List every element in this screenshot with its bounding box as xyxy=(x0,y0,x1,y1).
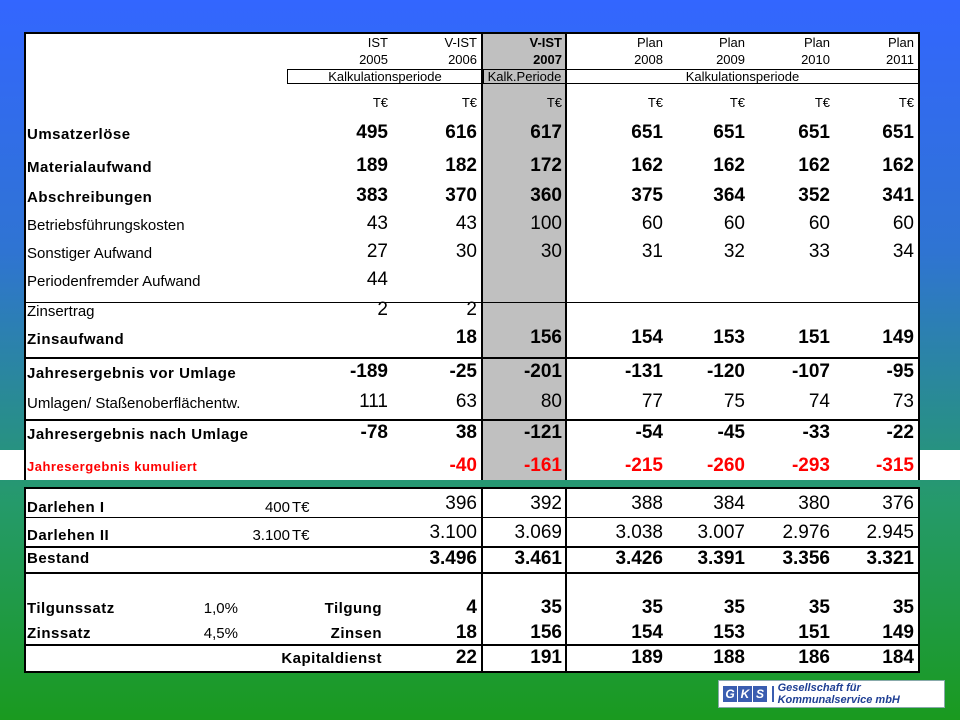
logo-letter: S xyxy=(753,686,767,702)
band-right xyxy=(920,450,960,480)
row-value: 63 xyxy=(455,391,477,412)
row-value: 43 xyxy=(366,213,388,234)
bestand-value: 3.321 xyxy=(866,548,914,569)
tilgung-value: 35 xyxy=(723,597,745,618)
row-label: Betriebsführungskosten xyxy=(27,217,185,234)
row-label: Jahresergebnis vor Umlage xyxy=(27,365,237,382)
row-value: 60 xyxy=(641,213,663,234)
grid-line xyxy=(481,32,483,452)
row-value: 651 xyxy=(798,122,830,143)
row-value: 364 xyxy=(713,185,745,206)
row-label: Zinsaufwand xyxy=(27,331,125,348)
unit-col-1: T€ xyxy=(372,95,388,110)
darlehen1-value: 396 xyxy=(445,493,477,514)
grid-line xyxy=(481,450,483,480)
year-col-1: 2005 xyxy=(359,52,388,67)
loan2-amount: 3.100 xyxy=(252,527,290,544)
row-value: 617 xyxy=(530,122,562,143)
kapital-value: 186 xyxy=(798,647,830,668)
row-value: 651 xyxy=(882,122,914,143)
grid-line xyxy=(565,32,567,452)
zins-rate: 4,5% xyxy=(203,625,238,642)
row-value: 60 xyxy=(723,213,745,234)
unit-col-2: T€ xyxy=(461,95,477,110)
bestand-value: 3.356 xyxy=(782,548,830,569)
year-col-7: 2011 xyxy=(886,52,914,67)
kapital-label: Kapitaldienst xyxy=(281,650,382,667)
header-col-2: V-IST xyxy=(444,35,477,50)
row-value: 651 xyxy=(713,122,745,143)
loan2-unit: T€ xyxy=(292,527,310,544)
row-value: 27 xyxy=(366,241,388,262)
row-value: -95 xyxy=(886,361,914,382)
loan2-label: Darlehen II xyxy=(27,527,110,544)
logo-letter: G xyxy=(723,686,737,702)
row-value: 34 xyxy=(892,241,914,262)
row-value: 172 xyxy=(530,155,562,176)
row-value: 162 xyxy=(631,155,663,176)
kapital-value: 22 xyxy=(455,647,477,668)
row-value: 32 xyxy=(723,241,745,262)
row-label: Jahresergebnis nach Umlage xyxy=(27,426,249,443)
row-value: -25 xyxy=(449,361,477,382)
row-value: 154 xyxy=(631,327,663,348)
row-value: -22 xyxy=(886,422,914,443)
row-value: 162 xyxy=(882,155,914,176)
row-value: 352 xyxy=(798,185,830,206)
bestand-value: 3.461 xyxy=(514,548,562,569)
zins-label: Zinssatz xyxy=(27,625,92,642)
header-col-5: Plan xyxy=(718,35,745,50)
row-value: 44 xyxy=(366,269,388,290)
row-value: 75 xyxy=(723,391,745,412)
row-value: 60 xyxy=(892,213,914,234)
kapital-value: 189 xyxy=(631,647,663,668)
row-value: 74 xyxy=(808,391,830,412)
unit-col-6: T€ xyxy=(814,95,830,110)
zins-value: 149 xyxy=(882,622,914,643)
header-col-4: Plan xyxy=(636,35,663,50)
unit-col-7: T€ xyxy=(898,95,914,110)
loans-table xyxy=(24,487,920,673)
row-value: -120 xyxy=(706,361,745,382)
logo-letters xyxy=(723,686,768,702)
cumulative-row xyxy=(24,450,920,480)
tilgung-value: 35 xyxy=(892,597,914,618)
row-value: 2 xyxy=(377,299,388,320)
cumulative-value: -215 xyxy=(624,455,663,476)
year-col-3: 2007 xyxy=(533,52,562,67)
zins-value: 154 xyxy=(631,622,663,643)
loan1-amount: 400 xyxy=(264,499,290,516)
grid-line xyxy=(24,357,920,359)
row-value: 182 xyxy=(445,155,477,176)
row-label: Periodenfremder Aufwand xyxy=(27,273,201,290)
row-value: 2 xyxy=(466,299,477,320)
row-value: 31 xyxy=(641,241,663,262)
zins-value: 151 xyxy=(798,622,830,643)
darlehen2-value: 3.038 xyxy=(615,522,663,543)
year-col-2: 2006 xyxy=(448,52,477,67)
row-label: Zinsertrag xyxy=(27,303,95,320)
bestand-label: Bestand xyxy=(27,550,90,567)
cumulative-value: -260 xyxy=(706,455,745,476)
kapital-value: 191 xyxy=(530,647,562,668)
darlehen1-value: 384 xyxy=(713,493,745,514)
tilgung-value: 4 xyxy=(466,597,477,618)
grid-line xyxy=(565,450,567,480)
darlehen2-value: 2.976 xyxy=(782,522,830,543)
darlehen2-value: 3.069 xyxy=(514,522,562,543)
darlehen2-value: 3.007 xyxy=(697,522,745,543)
grid-line xyxy=(24,32,920,34)
row-value: -131 xyxy=(624,361,663,382)
row-value: 341 xyxy=(882,185,914,206)
logo-separator xyxy=(772,686,774,702)
header-col-3: V-IST xyxy=(529,35,562,50)
header-col-1: IST xyxy=(367,35,388,50)
year-col-5: 2009 xyxy=(716,52,745,67)
period-box-left: Kalkulationsperiode xyxy=(287,69,483,84)
row-value: -201 xyxy=(523,361,562,382)
row-value: -189 xyxy=(349,361,388,382)
row-value: 162 xyxy=(713,155,745,176)
loan1-unit: T€ xyxy=(292,499,310,516)
row-label: Materialaufwand xyxy=(27,159,153,176)
bestand-value: 3.426 xyxy=(615,548,663,569)
year-col-6: 2010 xyxy=(801,52,830,67)
darlehen2-value: 2.945 xyxy=(866,522,914,543)
grid-line xyxy=(24,32,26,452)
cumulative-value: -315 xyxy=(875,455,914,476)
row-value: 370 xyxy=(445,185,477,206)
row-value: 60 xyxy=(808,213,830,234)
grid-line xyxy=(24,419,920,421)
grid-line xyxy=(918,32,920,452)
grid-line xyxy=(24,487,920,489)
row-label: Sonstiger Aufwand xyxy=(27,245,153,262)
darlehen1-value: 376 xyxy=(882,493,914,514)
unit-col-5: T€ xyxy=(729,95,745,110)
cumulative-value: -161 xyxy=(523,455,562,476)
tilgung-value: 35 xyxy=(641,597,663,618)
tilgung-value: 35 xyxy=(808,597,830,618)
cumulative-value: -293 xyxy=(791,455,830,476)
darlehen1-value: 388 xyxy=(631,493,663,514)
tilgung-value: 35 xyxy=(540,597,562,618)
grid-line xyxy=(24,644,920,646)
row-value: -78 xyxy=(360,422,388,443)
row-value: 375 xyxy=(631,185,663,206)
row-value: 153 xyxy=(713,327,745,348)
row-value: -107 xyxy=(791,361,830,382)
bestand-value: 3.496 xyxy=(429,548,477,569)
row-value: -45 xyxy=(717,422,745,443)
row-value: 33 xyxy=(808,241,830,262)
period-box-mid: Kalk.Periode xyxy=(483,69,566,84)
kapital-value: 188 xyxy=(713,647,745,668)
grid-line xyxy=(24,450,26,480)
row-label: Umsatzerlöse xyxy=(27,126,131,143)
tilgung-rate: 1,0% xyxy=(203,600,238,617)
row-value: 383 xyxy=(356,185,388,206)
year-col-4: 2008 xyxy=(634,52,663,67)
row-value: 18 xyxy=(455,327,477,348)
row-value: 30 xyxy=(455,241,477,262)
tilgung-label: Tilgunssatz xyxy=(27,600,115,617)
grid-line xyxy=(24,517,920,518)
row-value: 111 xyxy=(359,391,388,412)
row-value: 360 xyxy=(530,185,562,206)
cumulative-label: Jahresergebnis kumuliert xyxy=(27,459,198,474)
row-value: 77 xyxy=(641,391,663,412)
loan1-label: Darlehen I xyxy=(27,499,105,516)
zins-sub: Zinsen xyxy=(330,625,382,642)
row-value: 30 xyxy=(540,241,562,262)
kapital-value: 184 xyxy=(882,647,914,668)
row-value: 43 xyxy=(455,213,477,234)
darlehen1-value: 392 xyxy=(530,493,562,514)
row-value: 73 xyxy=(892,391,914,412)
row-value: 151 xyxy=(798,327,830,348)
zins-value: 153 xyxy=(713,622,745,643)
darlehen2-value: 3.100 xyxy=(429,522,477,543)
row-value: 495 xyxy=(356,122,388,143)
row-value: 38 xyxy=(455,422,477,443)
grid-line xyxy=(24,671,920,673)
logo-text: Gesellschaft für Kommunalservice mbH xyxy=(777,682,900,706)
row-value: 80 xyxy=(540,391,562,412)
row-value: 100 xyxy=(530,213,562,234)
grid-line xyxy=(24,572,920,574)
unit-col-4: T€ xyxy=(647,95,663,110)
row-value: 189 xyxy=(356,155,388,176)
zins-value: 18 xyxy=(455,622,477,643)
row-value: 149 xyxy=(882,327,914,348)
cumulative-value: -40 xyxy=(449,455,477,476)
tilgung-sub: Tilgung xyxy=(324,600,382,617)
logo-letter: K xyxy=(738,686,752,702)
period-box-right: Kalkulationsperiode xyxy=(566,69,919,84)
row-value: 616 xyxy=(445,122,477,143)
grid-line xyxy=(918,450,920,480)
results-table xyxy=(24,32,920,452)
row-value: 162 xyxy=(798,155,830,176)
row-value: -54 xyxy=(635,422,663,443)
row-label: Abschreibungen xyxy=(27,189,153,206)
band-left xyxy=(0,450,24,480)
zins-value: 156 xyxy=(530,622,562,643)
header-col-6: Plan xyxy=(803,35,830,50)
row-value: 156 xyxy=(530,327,562,348)
bestand-value: 3.391 xyxy=(697,548,745,569)
gks-logo xyxy=(718,680,945,708)
row-label: Umlagen/ Staßenoberflächentw. xyxy=(27,395,241,412)
unit-col-3: T€ xyxy=(546,95,562,110)
row-value: -121 xyxy=(523,422,562,443)
row-value: -33 xyxy=(802,422,830,443)
header-col-7: Plan xyxy=(887,35,914,50)
row-value: 651 xyxy=(631,122,663,143)
darlehen1-value: 380 xyxy=(798,493,830,514)
